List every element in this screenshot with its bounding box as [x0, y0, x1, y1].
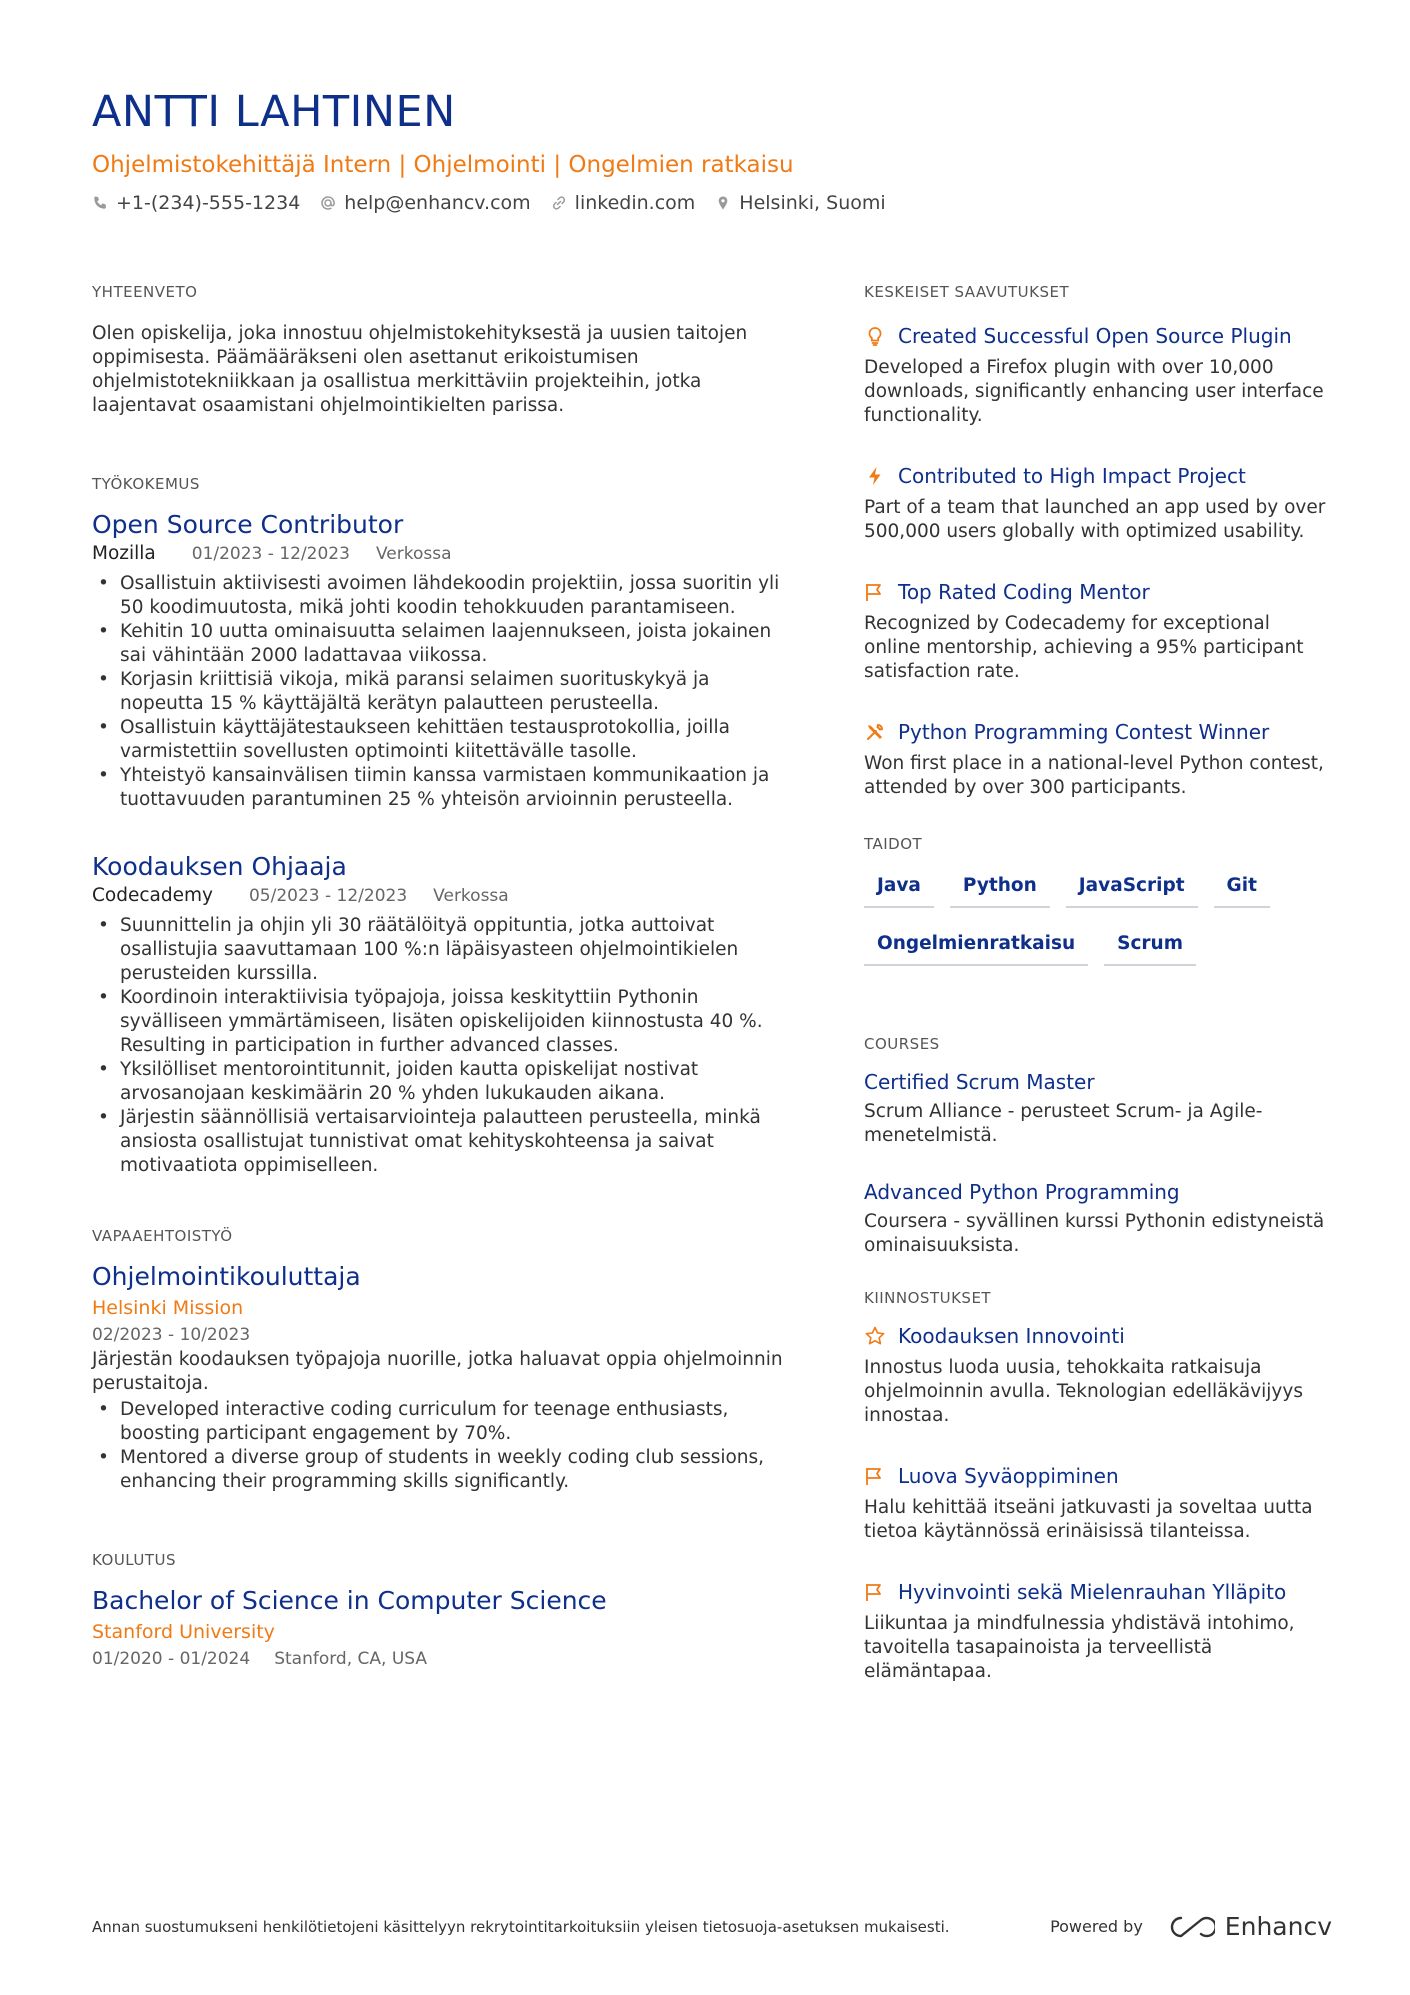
achievement-title: Contributed to High Impact Project: [898, 464, 1246, 488]
volunteer-section: [92, 1226, 792, 1494]
skill-tag: Java: [864, 868, 934, 908]
skill-tag: Git: [1214, 868, 1270, 908]
job-company: Codecademy: [92, 885, 213, 906]
achievement-text: Recognized by Codecademy for exceptional online mentorship, achieving a 95% participant satisfaction rate.: [864, 613, 1304, 682]
interests-section: [864, 1288, 1330, 1684]
job-title: Open Source Contributor: [92, 510, 404, 539]
school-name: Stanford University: [92, 1621, 275, 1643]
achievement-title: Top Rated Coding Mentor: [898, 580, 1150, 604]
interest-item: [864, 1462, 1330, 1544]
skill-tag: Scrum: [1104, 926, 1196, 966]
section-title: VAPAAEHTOISTYÖ: [92, 1227, 233, 1245]
skill-tag: JavaScript: [1066, 868, 1198, 908]
footer: [92, 1912, 1332, 1941]
contact-info: [92, 190, 1332, 216]
achievement-item: [864, 462, 1330, 544]
bullet-item: • Korjasin kriittisiä vikoja, mikä paransi selaimen suorituskykyä ja nopeutta 15 % käyttäjältä kerätyn palautteen perusteella.: [92, 668, 792, 716]
course-item: [864, 1068, 1330, 1148]
job-location: Verkossa: [375, 544, 452, 564]
skill-tag: Ongelmienratkaisu: [864, 926, 1088, 966]
phone-text: +1-(234)-555-1234: [116, 192, 301, 214]
job-title: Koodauksen Ohjaaja: [92, 852, 347, 881]
brand-name: Enhancv: [1224, 1912, 1332, 1941]
degree-title: Bachelor of Science in Computer Science: [92, 1586, 607, 1615]
flag-icon: [864, 1581, 886, 1603]
linkedin-text: linkedin.com: [574, 192, 696, 214]
job-location: Verkossa: [433, 886, 509, 906]
achievement-title: Python Programming Contest Winner: [898, 720, 1270, 744]
interest-title: Hyvinvointi sekä Mielenrauhan Ylläpito: [898, 1580, 1287, 1604]
volunteer-text: Järjestän koodauksen työpajoja nuorille, jotka haluavat oppia ohjelmoinnin perustaitoja.: [92, 1349, 783, 1394]
achievement-item: [864, 322, 1330, 428]
enhancv-logo-icon: [1167, 1914, 1215, 1940]
bullet-item: • Osallistuin käyttäjätestaukseen kehittäen testausprotokollia, joilla varmistettiin sovellusten optimointi kiitettävälle tasolle.: [92, 716, 792, 764]
job-meta: [92, 542, 792, 566]
section-title: TAIDOT: [864, 835, 923, 853]
bullet-item: • Kehitin 10 uutta ominaisuutta selaimen laajennukseen, joista jokainen sai vähintään 2000 ladattavaa viikossa.: [92, 620, 792, 668]
bullet-item: • Mentored a diverse group of students in weekly coding club sessions, enhancing their programming skills significantly.: [92, 1446, 792, 1494]
bullet-item: • Developed interactive coding curriculum for teenage enthusiasts, boosting participant engagement by 70%.: [92, 1398, 792, 1446]
job-bullets: [92, 572, 792, 812]
section-title: TYÖKOKEMUS: [92, 475, 200, 493]
achievement-text: Part of a team that launched an app used by over 500,000 users globally with optimized usability.: [864, 497, 1326, 542]
interest-text: Innostus luoda uusia, tehokkaita ratkaisuja ohjelmoinnin avulla. Teknologian edelläkävijyys innostaa.: [864, 1357, 1303, 1426]
volunteer-role: Ohjelmointikouluttaja: [92, 1262, 361, 1291]
interest-item: [864, 1578, 1330, 1684]
link-icon: [551, 195, 567, 211]
course-title: Certified Scrum Master: [864, 1070, 1095, 1094]
section-title: KESKEISET SAAVUTUKSET: [864, 283, 1070, 301]
location-text: Helsinki, Suomi: [739, 192, 886, 214]
achievement-text: Won first place in a national-level Python contest, attended by over 300 participants.: [864, 753, 1324, 798]
skill-tag: Python: [950, 868, 1050, 908]
achievement-text: Developed a Firefox plugin with over 10,000 downloads, significantly enhancing user interface functionality.: [864, 357, 1324, 426]
experience-section: [92, 474, 792, 1178]
star-icon: [864, 1325, 886, 1347]
job-company: Mozilla: [92, 543, 156, 564]
section-title: YHTEENVETO: [92, 283, 198, 301]
bullet-item: • Osallistuin aktiivisesti avoimen lähdekoodin projektiin, jossa suoritin yli 50 koodimuutosta, mikä johti koodin tehokkuuden parantamiseen.: [92, 572, 792, 620]
achievement-title: Created Successful Open Source Plugin: [898, 324, 1292, 348]
job-dates: 01/2023 - 12/2023: [191, 544, 350, 564]
contact-linkedin[interactable]: [551, 190, 696, 216]
lightbulb-icon: [864, 325, 886, 347]
headline: Ohjelmistokehittäjä Intern | Ohjelmointi | Ongelmien ratkaisu: [92, 152, 794, 178]
interest-title: Luova Syväoppiminen: [898, 1464, 1119, 1488]
bullet-item: • Yksilölliset mentorointitunnit, joiden kautta opiskelijat nostivat arvosanojaan keskimäärin 20 % yhden lukukauden aikana.: [92, 1058, 792, 1106]
job-meta: [92, 884, 792, 908]
job-bullets: [92, 914, 792, 1178]
course-item: [864, 1178, 1330, 1258]
left-column: [92, 282, 792, 1712]
location-pin-icon: [715, 195, 731, 211]
course-text: Coursera - syvällinen kurssi Pythonin edistyneistä ominaisuuksista.: [864, 1211, 1325, 1256]
interest-item: [864, 1322, 1330, 1428]
flag-icon: [864, 581, 886, 603]
interest-title: Koodauksen Innovointi: [898, 1324, 1125, 1348]
volunteer-org: Helsinki Mission: [92, 1297, 244, 1319]
education-dates: 01/2020 - 01/2024: [92, 1649, 251, 1669]
flag-icon: [864, 1465, 886, 1487]
bullet-item: • Yhteistyö kansainvälisen tiimin kanssa varmistaen kommunikaation ja tuottavuuden parantuminen 25 % yhteisön arvioinnin perusteella.: [92, 764, 792, 812]
education-location: Stanford, CA, USA: [274, 1649, 428, 1669]
section-title: KOULUTUS: [92, 1551, 177, 1569]
volunteer-dates: 02/2023 - 10/2023: [92, 1325, 251, 1345]
job-dates: 05/2023 - 12/2023: [248, 886, 408, 906]
powered-by-label: Powered by: [1050, 1917, 1143, 1936]
course-text: Scrum Alliance - perusteet Scrum- ja Agile-menetelmistä.: [864, 1101, 1263, 1146]
gdpr-consent-note: Annan suostumukseni henkilötietojeni käsittelyyn rekrytointitarkoituksiin yleisen tietosuoja-asetuksen mukaisesti.: [92, 1917, 950, 1936]
education-meta: [92, 1646, 792, 1672]
interest-text: Liikuntaa ja mindfulnessia yhdistävä intohimo, tavoitella tasapainoista ja terveellistä elämäntapaa.: [864, 1613, 1295, 1682]
bullet-item: • Järjestin säännöllisiä vertaisarviointeja palautteen perusteella, minkä ansiosta osallistujat tunnistivat omat kehityskohteensa ja saivat motivaatiota oppimiselleen.: [92, 1106, 792, 1178]
bullet-item: • Suunnittelin ja ohjin yli 30 räätälöityä oppituntia, jotka auttoivat osallistujia saavuttamaan 100 %:n läpäisyasteen ohjelmointikielen perusteiden kurssilla.: [92, 914, 792, 986]
achievements-section: [864, 282, 1330, 800]
job-entry: [92, 508, 792, 812]
summary-text: Olen opiskelija, joka innostuu ohjelmistokehityksestä ja uusien taitojen oppimisesta. Päämääräkseni olen asettanut erikoistumisen ohjelmistotekniikkaan ja osallistua merkittäviin projekteihin, jotka laajentavat osaamistani ohjelmointikielten parissa.: [92, 323, 748, 416]
right-column: [864, 282, 1330, 1724]
contact-phone: [92, 190, 300, 216]
job-entry: [92, 850, 792, 1178]
contact-location: [715, 190, 885, 216]
lightning-icon: [864, 465, 886, 487]
achievement-item: [864, 578, 1330, 684]
resume-header: [92, 86, 1332, 216]
course-title: Advanced Python Programming: [864, 1180, 1180, 1204]
tools-icon: [864, 721, 886, 743]
interest-text: Halu kehittää itseäni jatkuvasti ja soveltaa uutta tietoa käytännössä erinäisissä tilanteissa.: [864, 1497, 1313, 1542]
volunteer-bullets: [92, 1398, 792, 1494]
email-text: help@enhancv.com: [344, 192, 531, 214]
at-icon: [320, 195, 336, 211]
section-title: KIINNOSTUKSET: [864, 1289, 992, 1307]
courses-section: [864, 1034, 1330, 1258]
bullet-item: • Koordinoin interaktiivisia työpajoja, joissa keskityttiin Pythonin syvälliseen ymmärtämiseen, lisäten opiskelijoiden kiinnostusta 40 %. Resulting in participation in further advanced classes.: [92, 986, 792, 1058]
phone-icon: [92, 195, 108, 211]
candidate-name: ANTTI LAHTINEN: [92, 87, 456, 137]
contact-email[interactable]: [320, 190, 530, 216]
education-section: [92, 1550, 792, 1672]
powered-by[interactable]: [1050, 1912, 1332, 1941]
enhancv-logo: [1167, 1912, 1332, 1941]
section-title: COURSES: [864, 1035, 940, 1053]
summary-section: [92, 282, 792, 418]
skills-section: [864, 834, 1330, 984]
skills-list: [864, 868, 1324, 984]
achievement-item: [864, 718, 1330, 800]
